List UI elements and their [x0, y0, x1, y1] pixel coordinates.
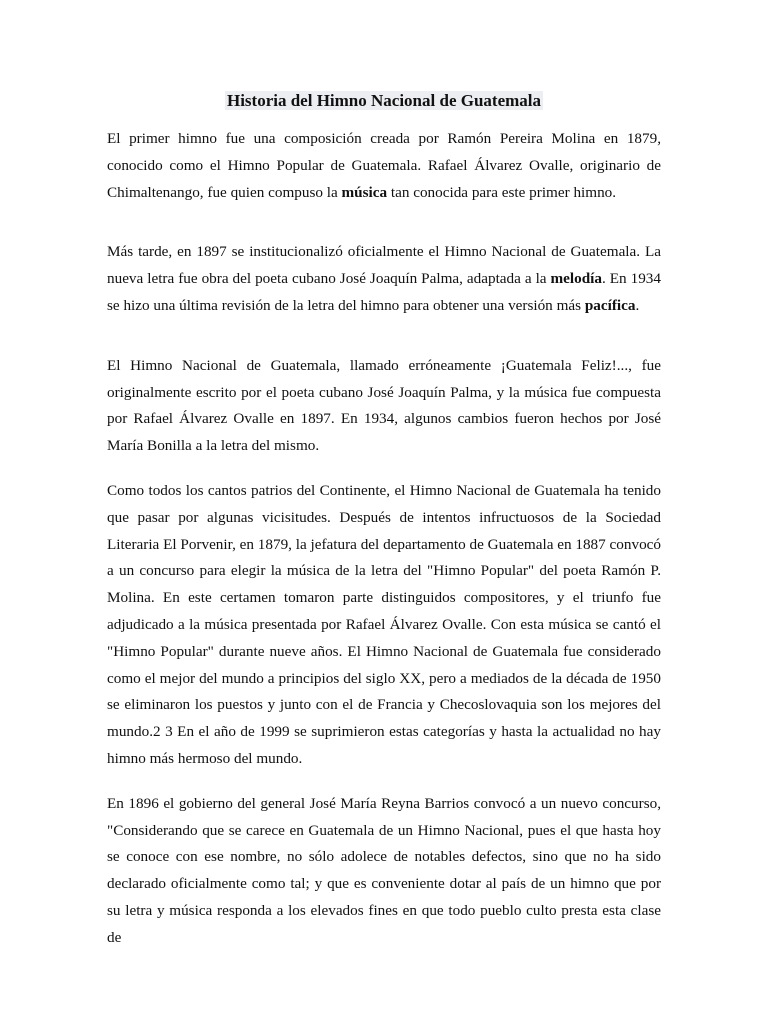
- document-title-text: Historia del Himno Nacional de Guatemala: [226, 91, 542, 110]
- paragraph-1-text-c: tan conocida para este primer himno.: [387, 183, 617, 201]
- paragraph-2-bold-pacifica: pacífica: [584, 296, 636, 314]
- paragraph-4: Como todos los cantos patrios del Continente, el Himno Nacional de Guatemala ha tenido que pasar por algunas vicisitudes. Después de intentos infructuosos de la Sociedad Literaria El Porvenir, en 1879, la jefatura del departamento de Guatemala en 1887 convocó a un concurso para elegir la música de la letra del "Himno Popular" del poeta Ramón P. Molina. En este certamen tomaron parte distinguidos compositores, y el triunfo fue adjudicado a la música presentada por Rafael Álvarez Ovalle. Con esta música se cantó el "Himno Popular" durante nueve años. El Himno Nacional de Guatemala fue considerado como el mejor del mundo a principios del siglo XX, pero a mediados de la década de 1950 se eliminaron los puestos y junto con el de Francia y Checoslovaquia son los mejores del mundo.2 3 En el año de 1999 se suprimieron estas categorías y hasta la actualidad no hay himno más hermoso del mundo.: [107, 481, 661, 767]
- paragraph-1-bold-musica: música: [341, 183, 388, 201]
- paragraph-1-text-a: El primer himno fue una composición creada por Ramón Pereira Molina en 1879, conocido como el Himno Popular de Guatemala. Rafael Álvarez Ovalle, originario de Chimaltenango, fue quien compuso la: [107, 130, 661, 201]
- paragraph-2: [107, 239, 661, 319]
- document-title: [107, 88, 661, 114]
- paragraph-2-bold-melodia: melodía: [550, 270, 602, 288]
- paragraph-2-text-c: . En 1934 se hizo una última revisión de la letra del himno para obtener una versión más: [107, 270, 661, 314]
- paragraph-1: [107, 126, 661, 206]
- paragraph-3: El Himno Nacional de Guatemala, llamado erróneamente ¡Guatemala Feliz!..., fue originalmente escrito por el poeta cubano José Joaquín Palma, y la música fue compuesta por Rafael Álvarez Ovalle en 1897. En 1934, algunos cambios fueron hechos por José María Bonilla a la letra del mismo.: [107, 356, 661, 455]
- paragraph-5: En 1896 el gobierno del general José María Reyna Barrios convocó a un nuevo concurso, "Considerando que se carece en Guatemala de un Himno Nacional, pues el que hasta hoy se conoce con ese nombre, no sólo adolece de notables defectos, sino que no ha sido declarado oficialmente como tal; y que es conveniente dotar al país de un himno que por su letra y música responda a los elevados fines en que todo pueblo culto presta esta clase de: [107, 794, 661, 946]
- paragraph-2-text-a: Más tarde, en 1897 se institucionalizó oficialmente el Himno Nacional de Guatemala. La nueva letra fue obra del poeta cubano José Joaquín Palma, adaptada a la: [107, 243, 661, 288]
- document-page: [107, 88, 661, 952]
- paragraph-2-text-d: .: [635, 296, 640, 314]
